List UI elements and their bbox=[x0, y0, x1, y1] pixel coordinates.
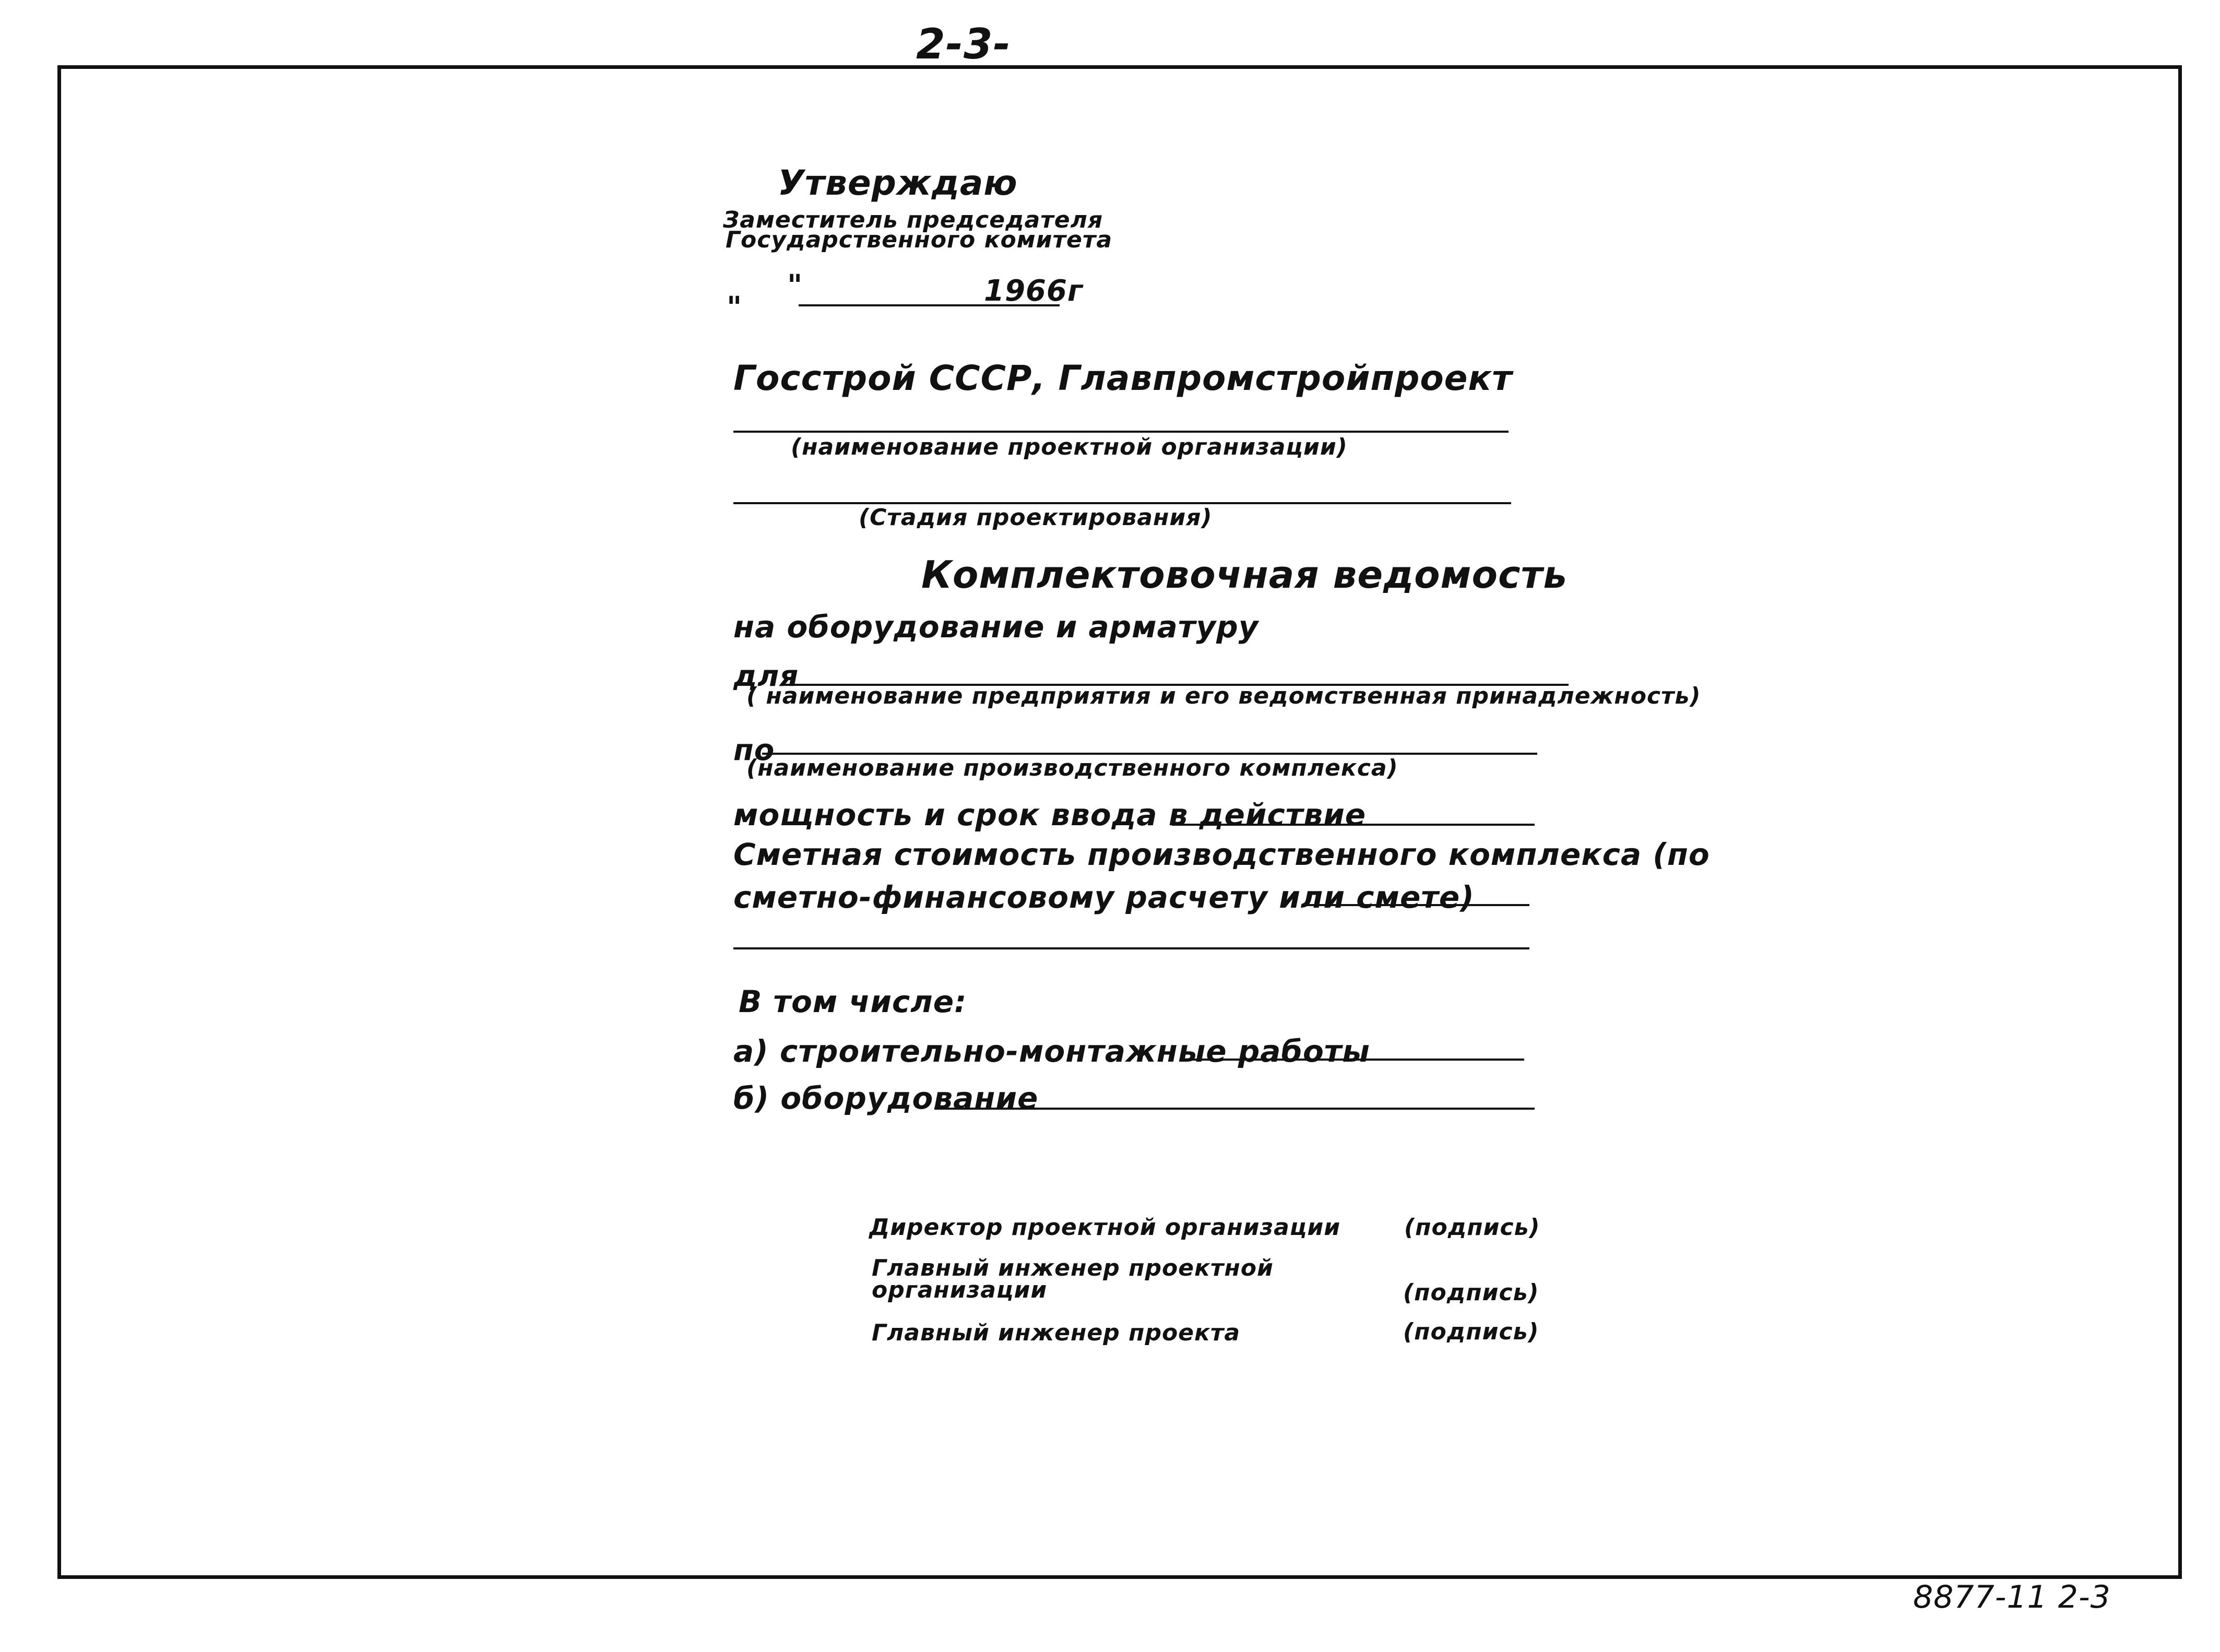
breakdown-item-a-line bbox=[1190, 1059, 1524, 1061]
approval-position-line1: Заместитель председателя bbox=[723, 207, 1103, 233]
signature-director-label: Директор проектной организации bbox=[869, 1214, 1341, 1241]
organization-name-line bbox=[733, 431, 1509, 433]
approval-title: Утверждаю bbox=[778, 163, 1018, 203]
breakdown-item-a: а) строительно-монтажные работы bbox=[733, 1033, 1370, 1069]
estimate-line bbox=[1302, 904, 1529, 906]
by-label: по bbox=[733, 733, 775, 767]
approval-position-line2: Государственного комитета bbox=[726, 227, 1113, 253]
signature-chief-project-engineer-sign: (подпись) bbox=[1403, 1318, 1539, 1345]
document-subtitle: на оборудование и арматуру bbox=[733, 609, 1259, 645]
capacity-label: мощность и срок ввода в действие bbox=[733, 797, 1367, 833]
approval-year: 1966г bbox=[984, 274, 1084, 308]
signature-chief-engineer-sign: (подпись) bbox=[1403, 1279, 1539, 1306]
estimate-line2: сметно-финансовому расчету или смете) bbox=[733, 880, 1475, 915]
estimate-line1: Сметная стоимость производственного комплекса (по bbox=[733, 837, 1710, 872]
approval-quote-right: " bbox=[787, 269, 803, 303]
document-title: Комплектовочная ведомость bbox=[921, 553, 1568, 597]
approval-quote-left: " bbox=[727, 291, 743, 325]
organization-name-caption: (наименование проектной организации) bbox=[791, 434, 1348, 460]
document-code: 8877-11 2-3 bbox=[1913, 1579, 2111, 1615]
signature-chief-engineer-line2: организации bbox=[872, 1277, 1048, 1303]
breakdown-item-b-line bbox=[934, 1108, 1535, 1110]
signature-chief-project-engineer-label: Главный инженер проекта bbox=[872, 1320, 1241, 1346]
organization-name: Госстрой СССР, Главпромстройпроект bbox=[733, 358, 1513, 398]
by-caption: (наименование производственного комплекса) bbox=[746, 755, 1398, 781]
breakdown-item-b: б) оборудование bbox=[733, 1080, 1039, 1116]
breakdown-heading: В том числе: bbox=[739, 984, 967, 1019]
design-stage-caption: (Стадия проектирования) bbox=[859, 504, 1213, 531]
signature-chief-engineer-line1: Главный инженер проектной bbox=[872, 1255, 1274, 1281]
capacity-line bbox=[1172, 824, 1535, 826]
for-caption: ( наименование предприятия и его ведомственная принадлежность) bbox=[746, 683, 1701, 709]
page-number-top: 2-3- bbox=[916, 20, 1011, 68]
estimate-extra-line bbox=[733, 947, 1529, 949]
for-label: для bbox=[733, 659, 799, 693]
signature-director-sign: (подпись) bbox=[1404, 1214, 1540, 1241]
